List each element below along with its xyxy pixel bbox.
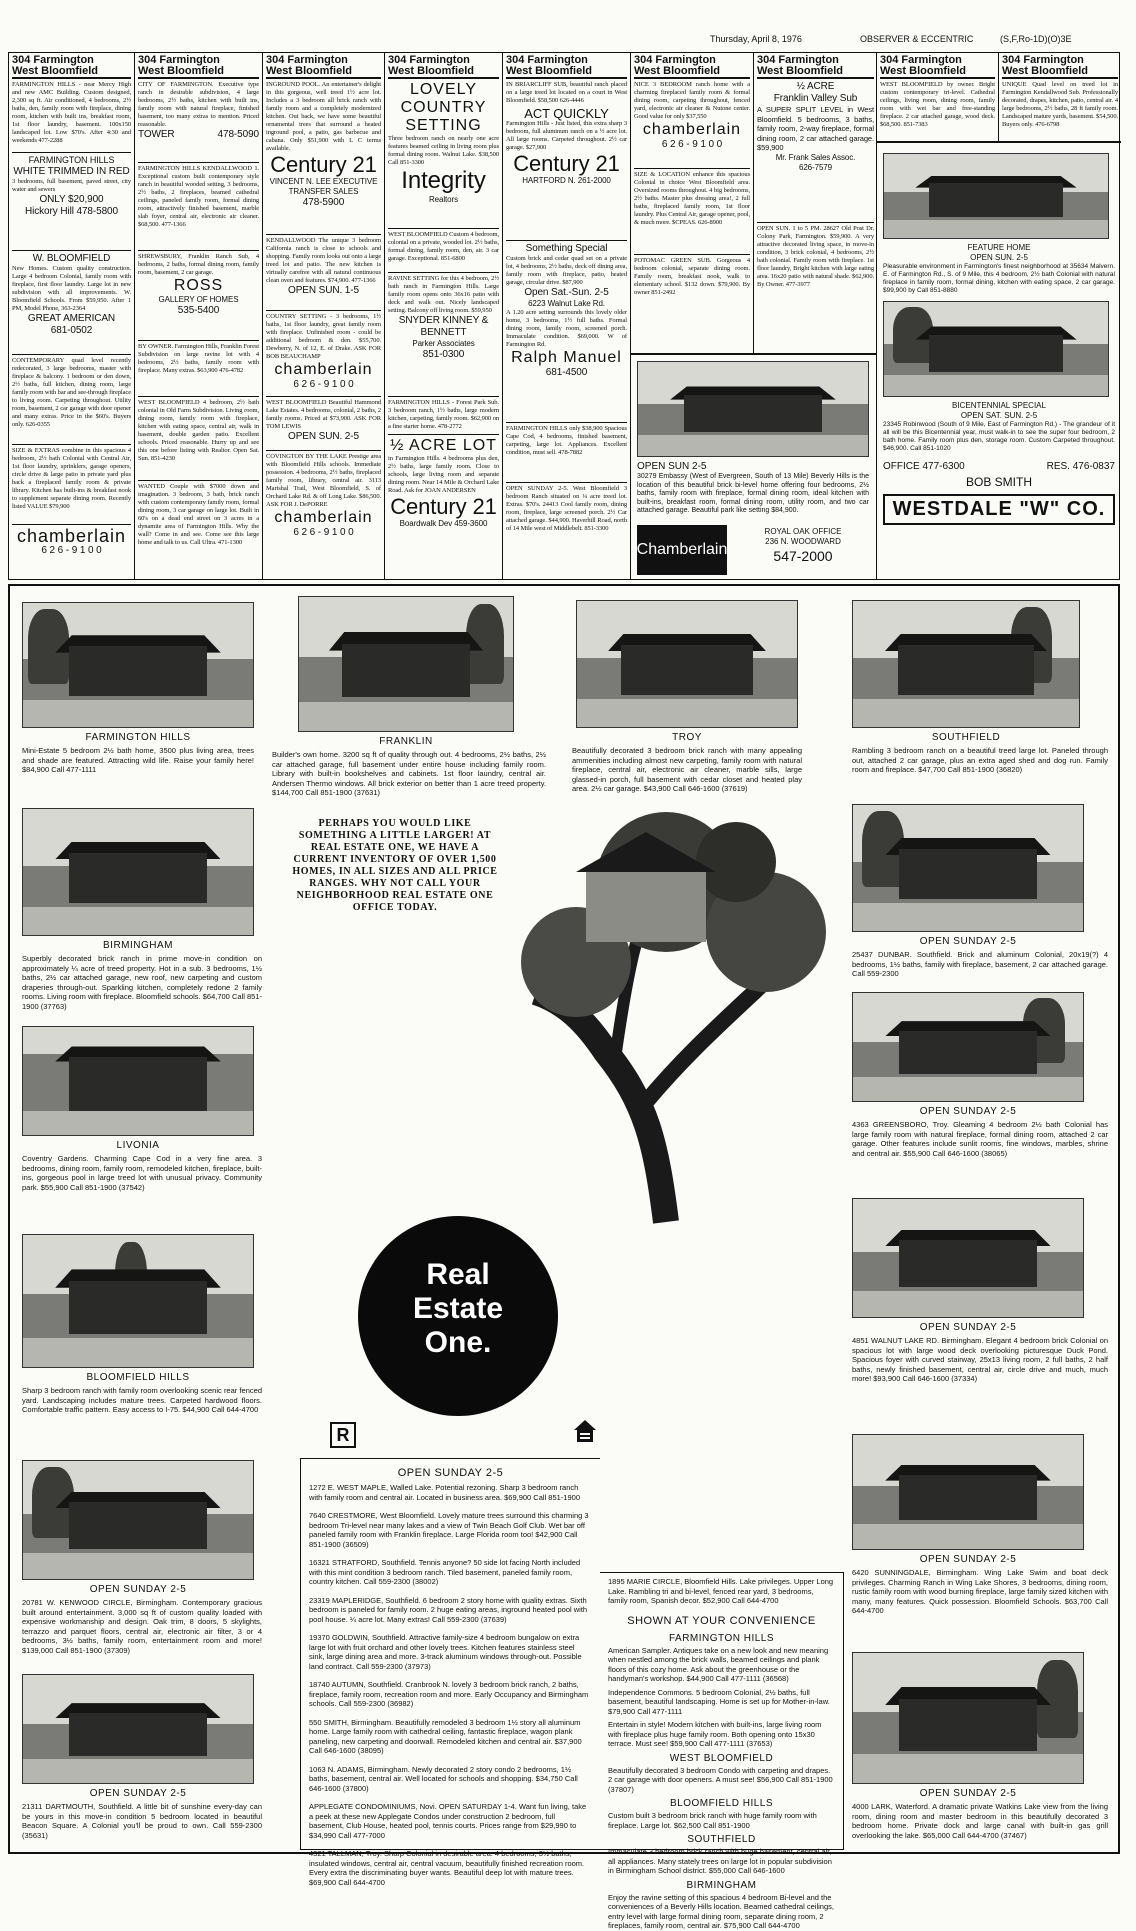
open-sunday-label: OPEN SUNDAY 2-5	[89, 1788, 187, 1799]
classified-ad: IN BRIARCLIFF SUB, beautiful ranch placed on a large treed lot located on a court in West Bloomfield. $58,500 626-4446 ACT QUICKLY Farmington Hills - Just listed, this extra sharp 3 bedroom, full aluminum ranch on a ½ acre lot. All large rooms. Carpeted throughout. 2½ car garage. $27,900 Century 21 HARTFORD N. 261-2000	[506, 79, 627, 241]
open-sunday-label: OPEN SUNDAY 2-5	[919, 1554, 1017, 1565]
house-photo	[298, 596, 514, 732]
header-date: Thursday, April 8, 1976	[710, 34, 802, 44]
listing-text: Rambling 3 bedroom ranch on a beautiful treed large lot. Paneled through out, attached 2 car garage, plus an extra aged shed and dog run. Family room and fireplace. $47,700 Call 851-1900 (36820)	[852, 746, 1108, 774]
listing-text: Sharp 3 bedroom ranch with family room overlooking scenic rear fenced yard. Landscaping includes mature trees. Carpeted hardwood floors. Comfortable traffic pattern. Easy access to I-75. $44,900 Call 644-4700	[22, 1386, 262, 1414]
section-heading: FARMINGTON HILLS	[668, 1632, 775, 1644]
classified-ad: WANTED Couple with $7000 down and imagination. 3 bedroom, 3 bath, brick ranch with custom contemporary family room, formal dining room, 3 car garage on large lot. Built in 60's on a dead end street on 3 acres in a dynamite area of Farmington Hills. Why the wall? Come in and see. Come see this large home and talk to us. Call Ultra. 471-1300	[138, 483, 259, 546]
classified-column-1	[9, 53, 135, 579]
classified-ad: SHREWSBURY, Franklin Ranch Sub, 4 bedrooms, 2 baths, formal dining room, family room, basement, 2 car garage. ROSS GALLERY OF HOMES 535-5400	[138, 251, 259, 341]
chamberlain-logo: Chamberlain	[637, 525, 727, 575]
classified-ad: ½ ACRE Franklin Valley Sub A SUPER SPLIT LEVEL in West Bloomfield. 5 bedrooms, 3 baths, family room, 2-way fireplace, formal dining room, 2 car attached garage. $59,900 Mr. Frank Sales Assoc. 626-7579	[757, 79, 874, 223]
list-item: Enjoy the ravine setting of this spacious 4 bedroom Bi-level and the conveniences of a Beverly Hills location. Beamed cathedral ceilings, entry level with large formal dining room, separate dining room, 2 fireplaces, family room, central air. $75,900 Call 644-4700	[608, 1892, 834, 1930]
house-photo	[883, 301, 1109, 397]
phone-row: OFFICE 477-6300 RES. 476-0837	[883, 461, 1115, 472]
house-photo	[883, 153, 1109, 239]
list-item: 1272 E. WEST MAPLE, Walled Lake. Potential rezoning. Sharp 3 bedroom ranch with family room and central air. Located in business area. $69,900 Call 851-1900	[309, 1483, 580, 1502]
classified-ad: BY OWNER. Farmington Hills, Franklin Forest Subdivision on large ravine lot with 4 bedrooms, 2½ baths, family room with fireplace. Many extras. $63,900 476-4782	[138, 341, 259, 397]
classified-column-3	[263, 53, 385, 579]
list-item: 1895 MARIE CIRCLE, Bloomfield Hills. Lake privileges. Upper Long Lake. Rambling tri and bi-level, fenced rear yard, 3 bedrooms, family room, Spanish decor. $52,900 Call 644-4700	[608, 1577, 834, 1605]
classified-section	[8, 52, 1120, 580]
list-item: 7640 CRESTMORE, West Bloomfield. Lovely mature trees surround this charming 3 bedroom Tri-level near many lakes and a view of Twin Beach Golf Club. Wet bar off paneled family room with Franklin fireplace. Large Florida room too! $42,900 Call 851-1900 (36509)	[309, 1511, 589, 1549]
listing-text: 4000 LARK, Waterford. A dramatic private Watkins Lake view from the living room, dining room and master bedroom in this beautifully decorated 3 bedroom home. Private dock and large canal with built-in gas grill overlooking the lake. $65,000 Call 644-4700 (37467)	[852, 1802, 1108, 1840]
open-sunday-label: OPEN SUNDAY 2-5	[919, 1322, 1017, 1333]
page-header	[0, 34, 1136, 48]
westdale-logo: WESTDALE "W" CO.	[883, 494, 1115, 525]
listing-text: 4851 WALNUT LAKE RD. Birmingham. Elegant 4 bedroom brick Colonial on spacious lot with large wood deck overlooking picturesque Duck Pond. Spacious foyer with curved stairway, 25x13 living room, 2 full baths, 2 half baths, newly finished basement, central air, circle drive and much, much more! $93,900 Call 646-1600 (37334)	[852, 1336, 1108, 1383]
listing-text: Builder's own home. 3200 sq ft of quality through out. 4 bedrooms, 2½ baths, 2½ car attached garage, full basement under entire house including family room. Library with built-in bookshelves and cabinets. 1st floor laundry, central air. Andersen Thermo windows. All brick exterior on better than 1 acre treed property. $144,700 Call 851-1900 (37631)	[272, 750, 546, 797]
listing-text: 4363 GREENSBORO, Troy. Gleaming 4 bedroom 2½ bath Colonial has large family room with natural fireplace, formal dining room, attached 2 car garage. Other features include sunlit rooms, fine windows, marbles, shrine and central air. $55,900 Call 646-1600 (38065)	[852, 1120, 1108, 1158]
house-photo	[22, 1674, 254, 1784]
listing-title: BLOOMFIELD HILLS	[86, 1372, 190, 1383]
column-heading: 304 Farmington West Bloomfield	[757, 53, 874, 79]
list-item: 1063 N. ADAMS, Birmingham. Newly decorated 2 story condo 2 bedrooms, 1½ baths, basement, central air. Well located for schools and shopping. $34,750 Call 646-1600 (37800)	[309, 1764, 578, 1793]
brand-ad: chamberlain 6 2 6 - 9 1 0 0	[16, 526, 127, 556]
classified-ad: WEST BLOOMFIELD Custom 4 bedroom, colonial on a private, wooded lot. 2½ baths, formal dining, family room, den, air. 3 car garage. Exceptional. 851-6800	[388, 229, 499, 273]
list-item: 23319 MAPLERIDGE, Southfield. 6 bedroom 2 story home with quality extras. Sixth bedroom is paneled for family room. 2 huge eating areas, inground heated pool with pool house. ¼ acre lot. Many extras! Call 559-2300 (37639)	[309, 1595, 588, 1624]
open-sunday-label: OPEN SUNDAY 2-5	[919, 1788, 1017, 1799]
listing-title: FRANKLIN	[379, 736, 433, 747]
list-item: APPLEGATE CONDOMINIUMS, Novi. OPEN SATURDAY 1-4. Want fun living, take a peek at these new Applegate Condos under construction 2 bedroom, full basement, Club House, heated pool, tennis courts. Prices range from $29,990 to $34,990 Call 477-7000	[309, 1802, 587, 1840]
listing-text: 6420 SUNNINGDALE, Birmingham. Wing Lake Swim and boat deck privileges. Charming Ranch in Wing Lake Shores, 3 bedrooms, dining room, rustic family room with wood burning fireplace, large family sized kitchen with many, many features. Quick possession. Bloomfield Schools. $63,700 Call 644-4700	[852, 1568, 1108, 1615]
column-heading: 304 Farmington West Bloomfield	[138, 53, 259, 79]
photo-ad-text: OPEN SUN 2-5 30279 Embassy (West of Evergreen, South of 13 Mile) Beverly Hills is the location of this beautiful brick bi-level home offering four bedrooms, 2½ baths, family room with fireplace, formal dining room, ideal kitchen with built-ins, breakfast room, formal dining room, utility room, and two car attached garage. Beautiful park like setting $84,900.	[637, 461, 869, 514]
list-item: 18740 AUTUMN, Southfield. Cranbrook N. lovely 3 bedroom brick ranch, 2 baths, fireplace, family room, recreation room and more. Early Occupancy and Birmingham schools. Call 559-2300 (36982)	[309, 1680, 589, 1708]
list-item: 19370 GOLDWIN, Southfield. Attractive family-size 4 bedroom bungalow on extra large lot with fruit orchard and other lovely trees. Kitchen features stainless steel sink, large dining area and more. 3-track aluminum windows through-out. Possible land contract. Call 559-2300 (37973)	[309, 1633, 582, 1671]
classified-subcolumn	[999, 53, 1121, 141]
house-photo	[852, 600, 1080, 728]
column-heading: 304 Farmington West Bloomfield	[506, 53, 627, 79]
list-item: 4321 TALLMAN, Troy. Sharp Colonial in desirable area. 4 bedrooms, 3½ baths, insulated windows, central air, central vacuum, beautifully finished recreation room. Every extra the discriminating buyer wants. Beautiful deep lot with mature trees. $69,900 Call 644-4700	[309, 1849, 585, 1887]
classified-column-7	[877, 53, 1121, 579]
listing-text: Beautifully decorated 3 bedroom brick ranch with many appealing ammenities including almost new carpeting, family room with natural fireplace, central air, electronic air cleaner, marble sills, large glassed-in porch, full basement with cedar closet and heated play area. 2½ car garage. $43,900 Call 646-1600 (37619)	[572, 746, 802, 793]
open-sunday-label: OPEN SUNDAY 2-5	[919, 1106, 1017, 1117]
classified-ad: FARMINGTON HILLS - near Mercy High and new AMC Building. Custom designed, 2,300 sq ft. Air conditioned, 4 bedrooms, 2½ baths, den, family room with fireplace, dining room, kitchen with built ins, breakfast room, 1st floor laundry, basement. 100x150 landscaped lot. Low $70's. After 4:30 and weekends 477-2288	[12, 79, 131, 153]
classified-column-4	[385, 53, 503, 579]
classified-ad: FARMINGTON HILLS only $38,900 Spacious Cape Cod, 4 bedrooms, finished basement, carpeting, large lot. Appliances. Excellent condition, must sell. 478-7882	[506, 423, 627, 483]
photo-ad	[631, 353, 877, 581]
classified-ad: SIZE & EXTRAS combine in this spacious 4 bedroom, 2½ bath Colonial with Central Air, 1st floor laundry, sprinklers, garage openers, circle drive & large patio in private yard plus back a fireplaced family room & private library. Kitchen has built-ins & breakfast nook to supplement separate dining room. Recently listed VALUE $79,900	[12, 445, 131, 525]
classified-ad: WEST BLOOMFIELD by owner. Bright custom contemporary tri-level. Cathedral ceilings, living room, dining room, family room with wet bar and free-standing fireplace. 2 car attached garage, wood deck. $68,500. 851-7383	[880, 81, 995, 128]
classified-column-2	[135, 53, 263, 579]
open-sunday-list: OPEN SUNDAY 2-5 1272 E. WEST MAPLE, Walled Lake. Potential rezoning. Sharp 3 bedroom ranch with family room and central air. Located in business area. $69,900 Call 851-1900 7640 CRESTMORE, West Bloomfield. Lovely mature trees surround this charming 3 bedroom Tri-level near many lakes and a view of Twin Beach Golf Club. Wet bar off paneled family room with Franklin fireplace. Large Florida room too! $42,900 Call 851-1900 (36509) 16321 STRATFORD, Southfield. Tennis anyone? 50 side lot facing North included with this mint condition 3 bedroom ranch. Tiled basement, paneled family room, country kitchen. Call 559-2300 (38002) 23319 MAPLERIDGE, Southfield. 6 bedroom 2 story home with quality extras. Sixth bedroom is paneled for family room. 2 huge eating areas, inground heated pool with pool house. ¼ acre lot. Many extras! Call 559-2300 (37639) 19370 GOLDWIN, Southfield. Attractive family-size 4 bedroom bungalow on extra large lot with fruit orchard and other lovely trees. Kitchen features stainless steel sink, large dining area and more. 3-track aluminum windows through-out. Possible land contract. Call 559-2300 (37973) 18740 AUTUMN, Southfield. Cranbrook N. lovely 3 bedroom brick ranch, 2 baths, fireplace, family room, recreation room and more. Early Occupancy and Birmingham schools. Call 559-2300 (36982) 550 SMITH, Birmingham. Beautifully remodeled 3 bedroom 1½ story all aluminum home. Large family room with cathedral ceiling, fantastic fireplace, wagon plank paneling, new carpeting and doorwall. Remodeled kitchen and central air. $37,900 Call 646-1600 (38095) 1063 N. ADAMS, Birmingham. Newly decorated 2 story condo 2 bedrooms, 1½ baths, basement, central air. Well located for schools and shopping. $34,750 Call 646-1600 (37800) APPLEGATE CONDOMINIUMS, Novi. OPEN SATURDAY 1-4. Want fun living, take a peek at these new Applegate Condos under construction 2 bedroom, full basement, Club House, heated pool, tennis courts. Prices range from $29,990 to $34,990 Call 477-7000 4321 TALLMAN, Troy. Sharp Colonial in desirable area. 4 bedrooms, 3½ baths, insulated windows, central air, central vacuum, beautifully finished recreation room. Every extra the discriminating buyer wants. Beautiful deep lot with mature trees. $69,900 Call 644-4700	[300, 1458, 600, 1850]
header-code: (S,F,Ro-1D)(O)3E	[1000, 34, 1072, 44]
classified-ad: RAVINE SETTING for this 4 bedroom, 2½ bath ranch in Farmington Hills. Large family room opens onto 36x16 patio with deck and walk out. Nicely landscaped setting. Balcony off living room. $59,950 SNYDER KINNEY & BENNETT Parker Associates 851-0300	[388, 273, 499, 397]
classified-ad: POTOMAC GREEN SUB. Gorgeous 4 bedroom colonial, separate dining room. Family room, breakfast nook, walk to elementary school. $132 down. $79,900. By owner 851-2492	[634, 257, 750, 296]
house-photo	[852, 1198, 1084, 1318]
convenience-list	[600, 1572, 844, 1930]
listing-text: 25437 DUNBAR. Southfield. Brick and aluminum Colonial, 20x19(?) 4 bedrooms, 1½ baths, family with fireplace, basement, 2 car attached garage. Call 559-2300	[852, 950, 1108, 978]
column-heading: 304 Farmington West Bloomfield	[634, 53, 750, 79]
office-info: ROYAL OAK OFFICE 236 N. WOODWARD 547-2000	[764, 527, 842, 564]
house-photo	[22, 1460, 254, 1580]
tree-illustration	[496, 802, 836, 1222]
listing-text: 20781 W. KENWOOD CIRCLE, Birmingham. Contemporary gracious built around entertainment. 3,000 sq ft of custom quality loaded with expensive workmanship and design. Oak trim, 8 doors, 5 skylights, terrazzo and parquet floors, central air, electronic air filter, 3 or 4 bedrooms, 3½ baths, family room, entertainment room and more! $139,000 Call 851-1900 (37309)	[22, 1598, 262, 1655]
section-heading: SOUTHFIELD	[687, 1834, 756, 1845]
open-sunday-label: OPEN SUNDAY 2-5	[89, 1584, 187, 1595]
column-heading: 304 Farmington West Bloomfield	[880, 53, 995, 79]
classified-ad: LOVELY COUNTRY SETTING Three bedroom ranch on nearly one acre features beamed ceiling in living room plus formal dining room. Walnut Lake. $38,500 Call 851-3300 Integrity Realtors	[388, 79, 499, 229]
listing-title: LIVONIA	[116, 1140, 160, 1151]
classified-ad: COUNTRY SETTING - 3 bedrooms, 1½ baths, 1st floor laundry, great family room with fireplace. Unfinished room - could be additional bedroom & den. $55,700. Dewberry, N. of 12, E. of Drake. ASK FOR BOB BEAUCHAMP chamberlain 6 2 6 - 9 1 0 0	[266, 311, 381, 397]
classified-column-6	[631, 53, 877, 579]
section-heading: WEST BLOOMFIELD	[669, 1752, 774, 1764]
classified-ad: INGROUND POOL. An entertainer's delight in this gorgeous, well treed 1½ acre lot. Includes a 3 bedroom all brick ranch with family room and a completely modernized kitchen. Out back, we have some beautiful ornamental trees that surround a heated inground pool, a patio, gas barbecue and cabana. Only $51,900 with L C terms available. Century 21 VINCENT N. LEE EXECUTIVE TRANSFER SALES 478-5900	[266, 79, 381, 235]
listing-text: Superbly decorated brick ranch in prime move-in condition on approximately ¼ acre of treed property. Hot in a sub. 3 bedrooms, 1½ baths, 2½ car attached garage, new roof, new carpeting and custom draperies through-out. Sparkling kitchen, completely redone 2 family rooms. Living room with fireplace. Bloomfield schools. $64,700 Call 851-1900 (37763)	[22, 954, 262, 1011]
list-item: Custom built 3 bedroom brick ranch with huge family room with fireplace. Large lot. $62,500 Call 851-1900	[608, 1811, 817, 1830]
listing-title: TROY	[672, 732, 702, 743]
house-photo	[637, 361, 869, 457]
classified-ad: ½ ACRE LOT in Farmington Hills. 4 bedrooms plus den, 2½ baths, large family room. Close to schools, large living room and separate dining room. Near 14 Mile & Orchard Lake Road. Ask for JOAN ANDERSEN Century 21 Boardwalk Dev 459-3600	[388, 437, 499, 528]
listing-text: Coventry Gardens. Charming Cape Cod in a very fine area. 3 bedrooms, dining room, family room, remodeled kitchen, fireplace, built-ins, gorgeous pool in large treed lot with unusual privacy. Community park. $55,900 Call 851-1900 (37542)	[22, 1154, 262, 1192]
classified-ad: UNIQUE Quad level on treed lot in Farmington Kendallwood Sub. Professionally decorated, drapes, kitchen, patio, central air. 4 large bedrooms, 2½ baths, 28 ft family room. Landscaped mature yards, basement. $54,500. Buyers only. 476-6798	[1002, 81, 1118, 128]
classified-ad: FARMINGTON HILLS WHITE TRIMMED IN RED 3 bedrooms, full basement, paved street, city water and sewers ONLY $20,900 Hickory Hill 478-5800	[12, 153, 131, 251]
house-photo	[22, 1234, 254, 1368]
equal-housing-icon	[572, 1418, 598, 1448]
column-heading: 304 Farmington West Bloomfield	[388, 53, 499, 79]
list-item: Beautifully decorated 3 bedroom Condo with carpeting and drapes. 2 car garage with door openers. A must see! $56,900 Call 851-1900 (37807)	[608, 1765, 833, 1794]
promo-text: PERHAPS YOU WOULD LIKE SOMETHING A LITTLE LARGER! AT REAL ESTATE ONE, WE HAVE A CURRENT INVENTORY OF OVER 1,500 HOMES, IN ALL SIZES AND ALL PRICE RANGES. WHY NOT CALL YOUR NEIGHBORHOOD REAL ESTATE ONE OFFICE TODAY.	[292, 818, 498, 913]
classified-ad: FARMINGTON HILLS KENDALLWOOD 1. Exceptional custom built contemporary style ranch in beautiful wooded setting, 3 bedrooms, 2½ baths, 2 fireplaces, beamed cathedral ceilings, paneled family room, formal dining room, attractively finished basement, marble slab foyer, central air, electronic air cleaner. $68,500. 477-1366	[138, 163, 259, 251]
house-photo	[852, 1434, 1084, 1550]
classified-ad: WEST BLOOMFIELD Beautiful Hammond Lake Estates. 4 bedrooms, colonial, 2 baths, 2 family rooms. Priced at $73,900. ASK FOR TOM LEWIS OPEN SUN. 2-5	[266, 397, 381, 451]
classified-ad: NICE 3 BEDROOM ranch home with a charming fireplaced family room & formal dining room, carpeting throughout, fenced yard, electronic air cleaner & Nutone center. Good value for only $37,550 chamberlain 6 2 6 - 9 1 0 0	[634, 79, 750, 169]
classified-subcolumn	[877, 53, 999, 141]
section-heading: SHOWN AT YOUR CONVENIENCE	[627, 1614, 816, 1627]
header-paper: OBSERVER & ECCENTRIC	[860, 34, 974, 44]
real-estate-one-ad	[8, 584, 1120, 1930]
list-item: Entertain in style! Modern kitchen with built-ins, large living room with fireplace plus huge family room. Both opening onto 15x30 terrace. Must see! $59,900 Call 477-1111 (37653)	[608, 1720, 822, 1748]
house-photo	[22, 1026, 254, 1136]
listing-title: BIRMINGHAM	[103, 940, 173, 951]
column-heading: 304 Farmington West Bloomfield	[12, 53, 131, 79]
classified-ad: COVINGTON BY THE LAKE Prestige area with Bloomfield Hills schools. Immediate possession. 4 bedrooms, 2½ baths, fireplaced family room, library, central air. 3113 Marishal Trail, West Bloomfield, S. of Orchard Lake Rd. & off Long Lake. $86,500. ASK FOR J. DePORRE chamberlain 6 2 6 - 9 1 0 0	[266, 453, 381, 538]
open-sunday-label: OPEN SUNDAY 2-5	[919, 936, 1017, 947]
classified-ad: OPEN SUNDAY 2-5. West Bloomfield 3 bedroom Ranch situated on ¼ acre treed lot. Extras. $70's. 24413 Cool family room, dining room, fireplace, large screened porch. 2½ Car attached garage. $44,900. Haverhill Road, north of 14 Mile west of Middlebelt. 851-3300	[506, 485, 627, 532]
classified-ad: CONTEMPORARY quad level recently redecorated, 3 large bedrooms, master with fireplace & balcony. 1 bedroom or den down, 2½ baths, full kitchen, dining room, large family room with bar and see-through fireplace to living room. Carpeting throughout. Utility room, basement, 2 car garage with door opener and many extras. Price in the $60's. Buyers only. 626-0355	[12, 355, 131, 445]
section-heading: BLOOMFIELD HILLS	[669, 1798, 774, 1809]
real-estate-one-logo: Real Estate One.	[358, 1216, 558, 1416]
classified-ad: Something Special Custom brick and cedar quad set on a private lot, 4 bedrooms, 2½ baths, deck off dining area, family room with fireplace, patio, heated garage, circular drive. $87,900 Open Sat.-Sun. 2-5 6223 Walnut Lake Rd. A 1.20 acre setting surrounds this lovely older home, 3 bedrooms, 1½ full baths. Formal dining room, family room, screened porch. Immaculate condition. $69,000. W of Farmington Rd. Ralph Manuel 681-4500	[506, 241, 627, 423]
house-photo	[576, 600, 798, 728]
house-photo	[852, 992, 1084, 1102]
house-photo	[852, 804, 1084, 932]
listing-text: 21311 DARTMOUTH, Southfield. A little bit of sunshine every-day can be yours in this move-in condition 5 bedroom located in beautiful Beacon Square. A Colonial you'll be proud to own. Call 559-2300 (35631)	[22, 1802, 262, 1840]
list-item: 16321 STRATFORD, Southfield. Tennis anyone? 50 side lot facing North included with this mint condition 3 bedroom ranch. Tiled basement, paneled family room, country kitchen. Call 559-2300 (38002)	[309, 1558, 581, 1586]
classified-subcolumn	[754, 53, 877, 353]
list-item: Immaculate 3 bedroom brick ranch with huge basement, central air, all appliances. Many stately trees on large lot in popular subdivision in Birmingham School district. $55,000 Call 646-1600	[608, 1847, 832, 1875]
list-item: Independence Commons. 5 bedroom Colonial, 2½ baths, full basement, beautiful landscaping. Home is set up for Mother-in-law. $79,900 Call 477-1111	[608, 1687, 830, 1716]
house-photo	[22, 602, 254, 728]
section-heading: BIRMINGHAM	[686, 1879, 757, 1891]
listing-title: SOUTHFIELD	[931, 732, 1001, 743]
classified-column-5	[503, 53, 631, 579]
classified-ad: W. BLOOMFIELD New Homes. Custom quality construction. Large 4 bedroom Colonial, family room with fireplace, first floor laundry. Large lot in new subdivision with all improvements. W. Bloomfield Schools. From $59,950. After 1 PM, Model Phone, 363-2364 GREAT AMERICAN 681-0502	[12, 251, 131, 355]
list-item: American Sampler. Antiques take on a new look and new meaning when nestled among the brick walls, beamed ceilings and plank floors of this cozy home. Ask about the greenhouse or the handyman's workshop. $44,900 Call 477-1111 (36568)	[608, 1645, 829, 1683]
classified-ad: KENDALLWOOD The unique 3 bedroom California ranch is close to schools and shopping. Family room looks out onto a large treed lot and patio. The new kitchen is virtually carefree with all natural continuous clean oven and features. $74,900. 477-1366 OPEN SUN. 1-5	[266, 235, 381, 311]
classified-ad: CITY OF FARMINGTON. Executive type ranch in desirable subdivision, 4 large bedrooms, 2½ baths, kitchen with built ins, family room with natural fireplace, finished basement, too many extras to mention. Priced reasonable. TOWER 478-5090	[138, 79, 259, 163]
westdale-ad: FEATURE HOME OPEN SUN. 2-5 Pleasurable environment in Farmington's finest neighborhood at 35634 Malvern. E. of Farmington Rd., S. of 9 Mile, this 4 bedroom, 2½ bath Colonial with natural fireplace in family room, formal dining, kitchen with eating space, 2 car garage. $99,900 by Call 851-8880 BICENTENNIAL SPECIAL OPEN SAT. SUN. 2-5 23345 Robinwood (South of 9 Mile, East of Farmington Rd.) - The grandeur of it all will be this Bicentennial year, must walk-in to see the super four bedroom, 2 bath home. Family room plus den, storage room. Custom Carpeted throughout. $46,900. Call 851-1020 OFFICE 477-6300 RES. 476-0837 BOB SMITH WESTDALE "W" CO.	[877, 141, 1121, 581]
list-item: 550 SMITH, Birmingham. Beautifully remodeled 3 bedroom 1½ story all aluminum home. Large family room with cathedral ceiling, fantastic fireplace, wagon plank paneling, new carpeting and doorwall. Remodeled kitchen and central air. $37,900 Call 646-1600 (38095)	[309, 1717, 582, 1755]
listing-title: FARMINGTON HILLS	[85, 732, 191, 743]
classified-subcolumn	[631, 53, 754, 353]
column-heading: 304 Farmington West Bloomfield	[266, 53, 381, 79]
classified-ad: FARMINGTON HILLS - Forest Park Sub. 3 bedroom ranch, 1½ baths, large modern kitchen, carpeting, family room. $62,900 on a fine starter home. 478-2772	[388, 397, 499, 435]
classified-ad: SIZE & LOCATION enhance this spacious Colonial in choice West Bloomfield area. Oversized rooms throughout. 4 big bedrooms, 2½ baths. Master plus dressing area!, 2 full baths, fireplaced family room, 1st floor laundry. Plus Central Air, garage opener, pool, & much more. $CPEAS. 626-8900	[634, 169, 750, 255]
house-photo	[852, 1652, 1084, 1784]
realtor-icon: R	[330, 1422, 356, 1448]
classified-ad: OPEN SUN. 1 to 5 PM. 28627 Old Post Dr. Colony Park, Farmington. $59,900. A very attractive decorated living space, in move-in condition, 3 brick colonial, 4 bedrooms, 2½ bath colonial. Family room with fireplace. 1st floor laundry, Bright kitchen with large eating area. 16x20 patio with natural shade. $62,900. By Owner. 477-3977	[757, 225, 874, 288]
column-heading: 304 Farmington West Bloomfield	[1002, 53, 1118, 79]
house-photo	[22, 808, 254, 936]
classified-ad: WEST BLOOMFIELD 4 bedroom, 2½ bath colonial in Old Farm Subdivision. Living room, dining room, family room with fireplace, kitchen with eating space, central air, walk in basement, double garden patio. Excellent schools. Priced reasonable. Hurry up and see this one before listing with Realtor. Open Sat. Sun. 851-4230	[138, 397, 259, 481]
listing-text: Mini-Estate 5 bedroom 2½ bath home, 3500 plus living area, trees and shade are featured. Attracting wild life. Raise your family here! $84,900 Call 477-1111	[22, 746, 254, 774]
